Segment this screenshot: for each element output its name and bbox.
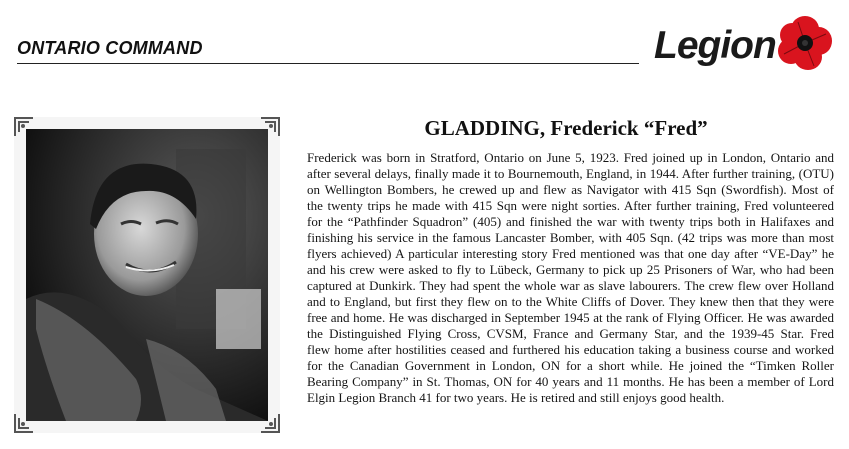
photo-frame	[14, 117, 280, 433]
body-line: and his crew were asked to fly to Lübeck, Germany to pick up 25 Prisoners of War, who had been	[307, 262, 834, 277]
logo-wordmark: Legion	[654, 24, 776, 67]
body-line: on Wellington Bombers, he crewed up and flew as Navigator with 415 Sqn (Swordfish). Most of	[307, 182, 834, 197]
portrait-photo	[26, 129, 268, 421]
header-divider	[17, 63, 639, 64]
body-line: flew home after hostilities ceased and furthered his education taking a business course and worked	[307, 342, 834, 357]
body-line: for the Canadian Government in London, ON for a short while. He joined the “Timken Roller	[307, 358, 834, 373]
body-line: flyers achieved) A particular interesting story Fred mentioned was that one day after “VE-Day” he	[307, 246, 834, 261]
body-line: after several delays, finally made it to Bournemouth, England, in 1944. After further training, (OTU)	[307, 166, 834, 181]
body-line: and to England, but first they flew on to the White Cliffs of Dover. They knew then that they were	[307, 294, 834, 309]
article-body	[307, 150, 834, 406]
body-line: for the “Pathfinder Squadron” (405) and finished the war with twenty trips both in Halifaxes and	[307, 214, 834, 229]
body-line: Elgin Legion Branch 41 for two years. He is retired and still enjoys good health.	[307, 390, 725, 405]
body-line: the twenty trips he made with 415 Sqn were night sorties. After further training, Fred volunteered	[307, 198, 834, 213]
poppy-icon	[776, 14, 834, 72]
body-line: finishing his service in the famous Lancaster Bomber, with 405 Sqn. (42 trips was more than most	[307, 230, 834, 245]
body-line: Bearing Company” in St. Thomas, ON for 40 years and 11 months. He has been a member of Lord	[307, 374, 834, 389]
body-line: captured at Dunkirk. They had spent the whole war as slave labourers. The crew flew over Holland	[307, 278, 834, 293]
body-line: Frederick was born in Stratford, Ontario on June 5, 1923. Fred joined up in London, Ontario and	[307, 150, 834, 165]
body-line: the Distinguished Flying Cross, CVSM, France and Germany Star, and the 1939-45 Star. Fred	[307, 326, 834, 341]
section-title: ONTARIO COMMAND	[17, 38, 203, 58]
body-line: free and home. He was discharged in September 1945 at the rank of Flying Officer. He was awarded	[307, 310, 834, 325]
article-title: GLADDING, Frederick “Fred”	[424, 116, 708, 140]
legion-logo	[654, 14, 838, 74]
